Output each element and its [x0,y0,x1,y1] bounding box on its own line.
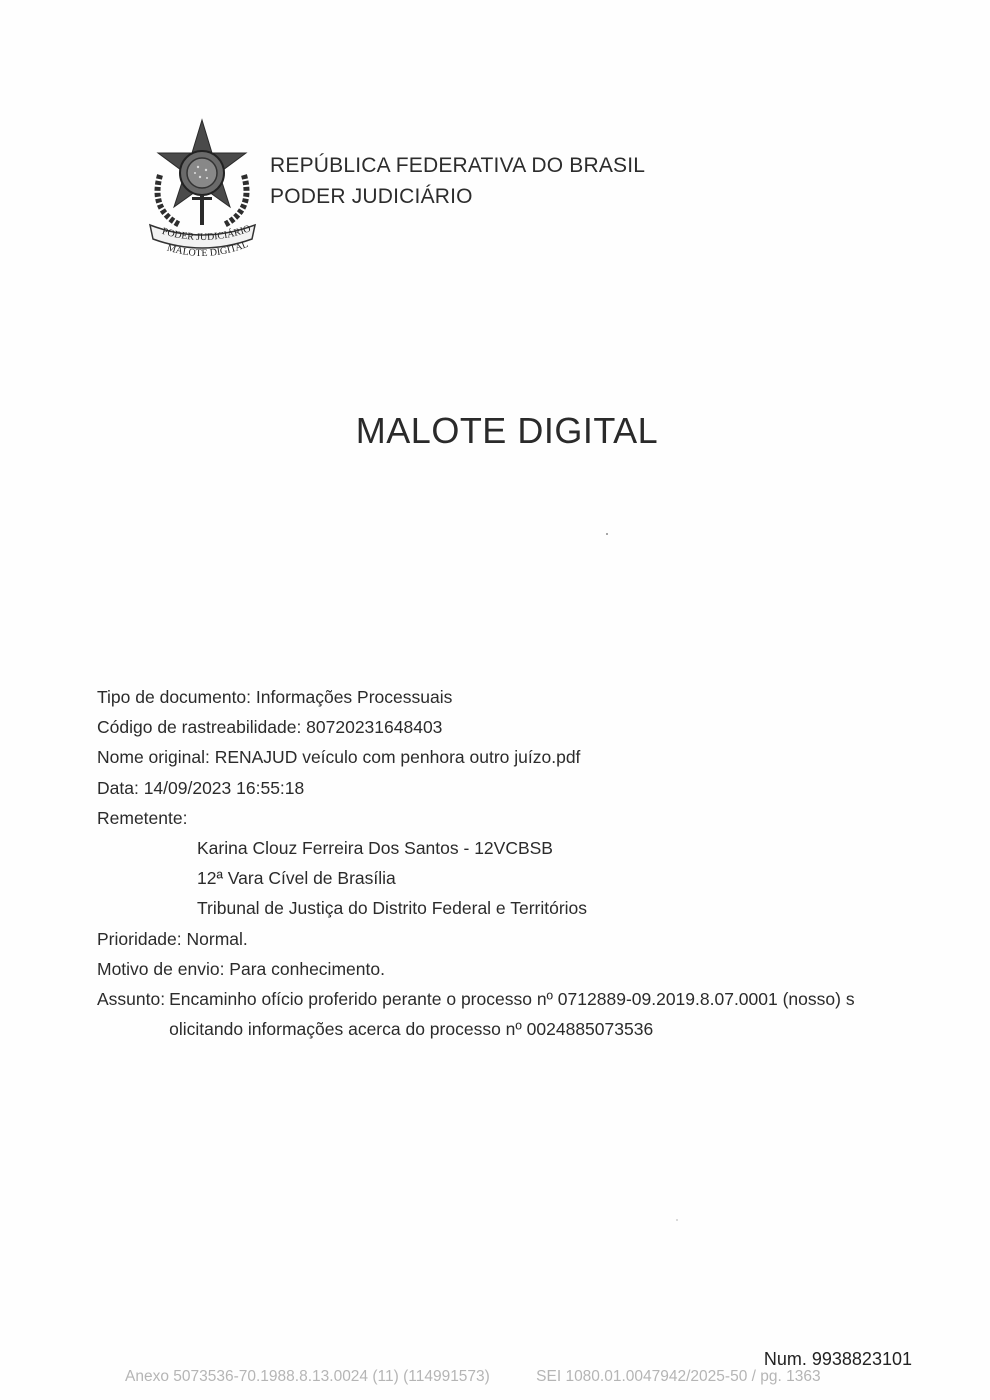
header-branch: PODER JUDICIÁRIO [270,185,473,208]
issuer-header [270,150,645,212]
coat-of-arms-seal-icon [140,115,265,265]
field-document-type: Tipo de documento: Informações Processuais [97,687,453,707]
field-sender-label: Remetente: [97,807,188,828]
subject-label: Assunto: [97,989,166,1010]
sender-name: Karina Clouz Ferreira Dos Santos - 12VCBSB [197,838,553,859]
seal-text-top: PODER JUDICIÁRIO [160,223,253,244]
footer-annex: Anexo 5073536-70.1988.8.13.0024 (11) (114991573) [125,1368,490,1385]
footer-sei: SEI 1080.01.0047942/2025-50 / pg. 1363 [536,1368,821,1385]
footer-stamp [125,1368,821,1386]
subject-line-1: Encaminho ofício proferido perante o processo nº 0712889-09.2019.8.07.0001 (nosso) s [169,989,855,1010]
seal-text-bottom: MALOTE DIGITAL [165,238,250,260]
header-country: REPÚBLICA FEDERATIVA DO BRASIL [270,154,646,177]
sender-court: 12ª Vara Cível de Brasília [197,868,396,889]
field-date: Data: 14/09/2023 16:55:18 [97,777,305,798]
field-original-name: Nome original: RENAJUD veículo com penhora outro juízo.pdf [97,747,581,768]
scan-speck [606,533,608,535]
page-title: MALOTE DIGITAL [355,410,659,451]
document-metadata [97,682,855,1044]
scan-speck [676,1219,678,1221]
document-number: Num. 9938823101 [763,1349,912,1369]
field-priority: Prioridade: Normal. [97,928,248,949]
field-subject [97,984,855,1044]
sender-tribunal: Tribunal de Justiça do Distrito Federal e Territórios [197,898,588,919]
field-reason: Motivo de envio: Para conhecimento. [97,958,385,979]
field-tracking-code: Código de rastreabilidade: 80720231648403 [97,717,443,738]
subject-line-2: olicitando informações acerca do processo nº 0024885073536 [169,1019,654,1040]
